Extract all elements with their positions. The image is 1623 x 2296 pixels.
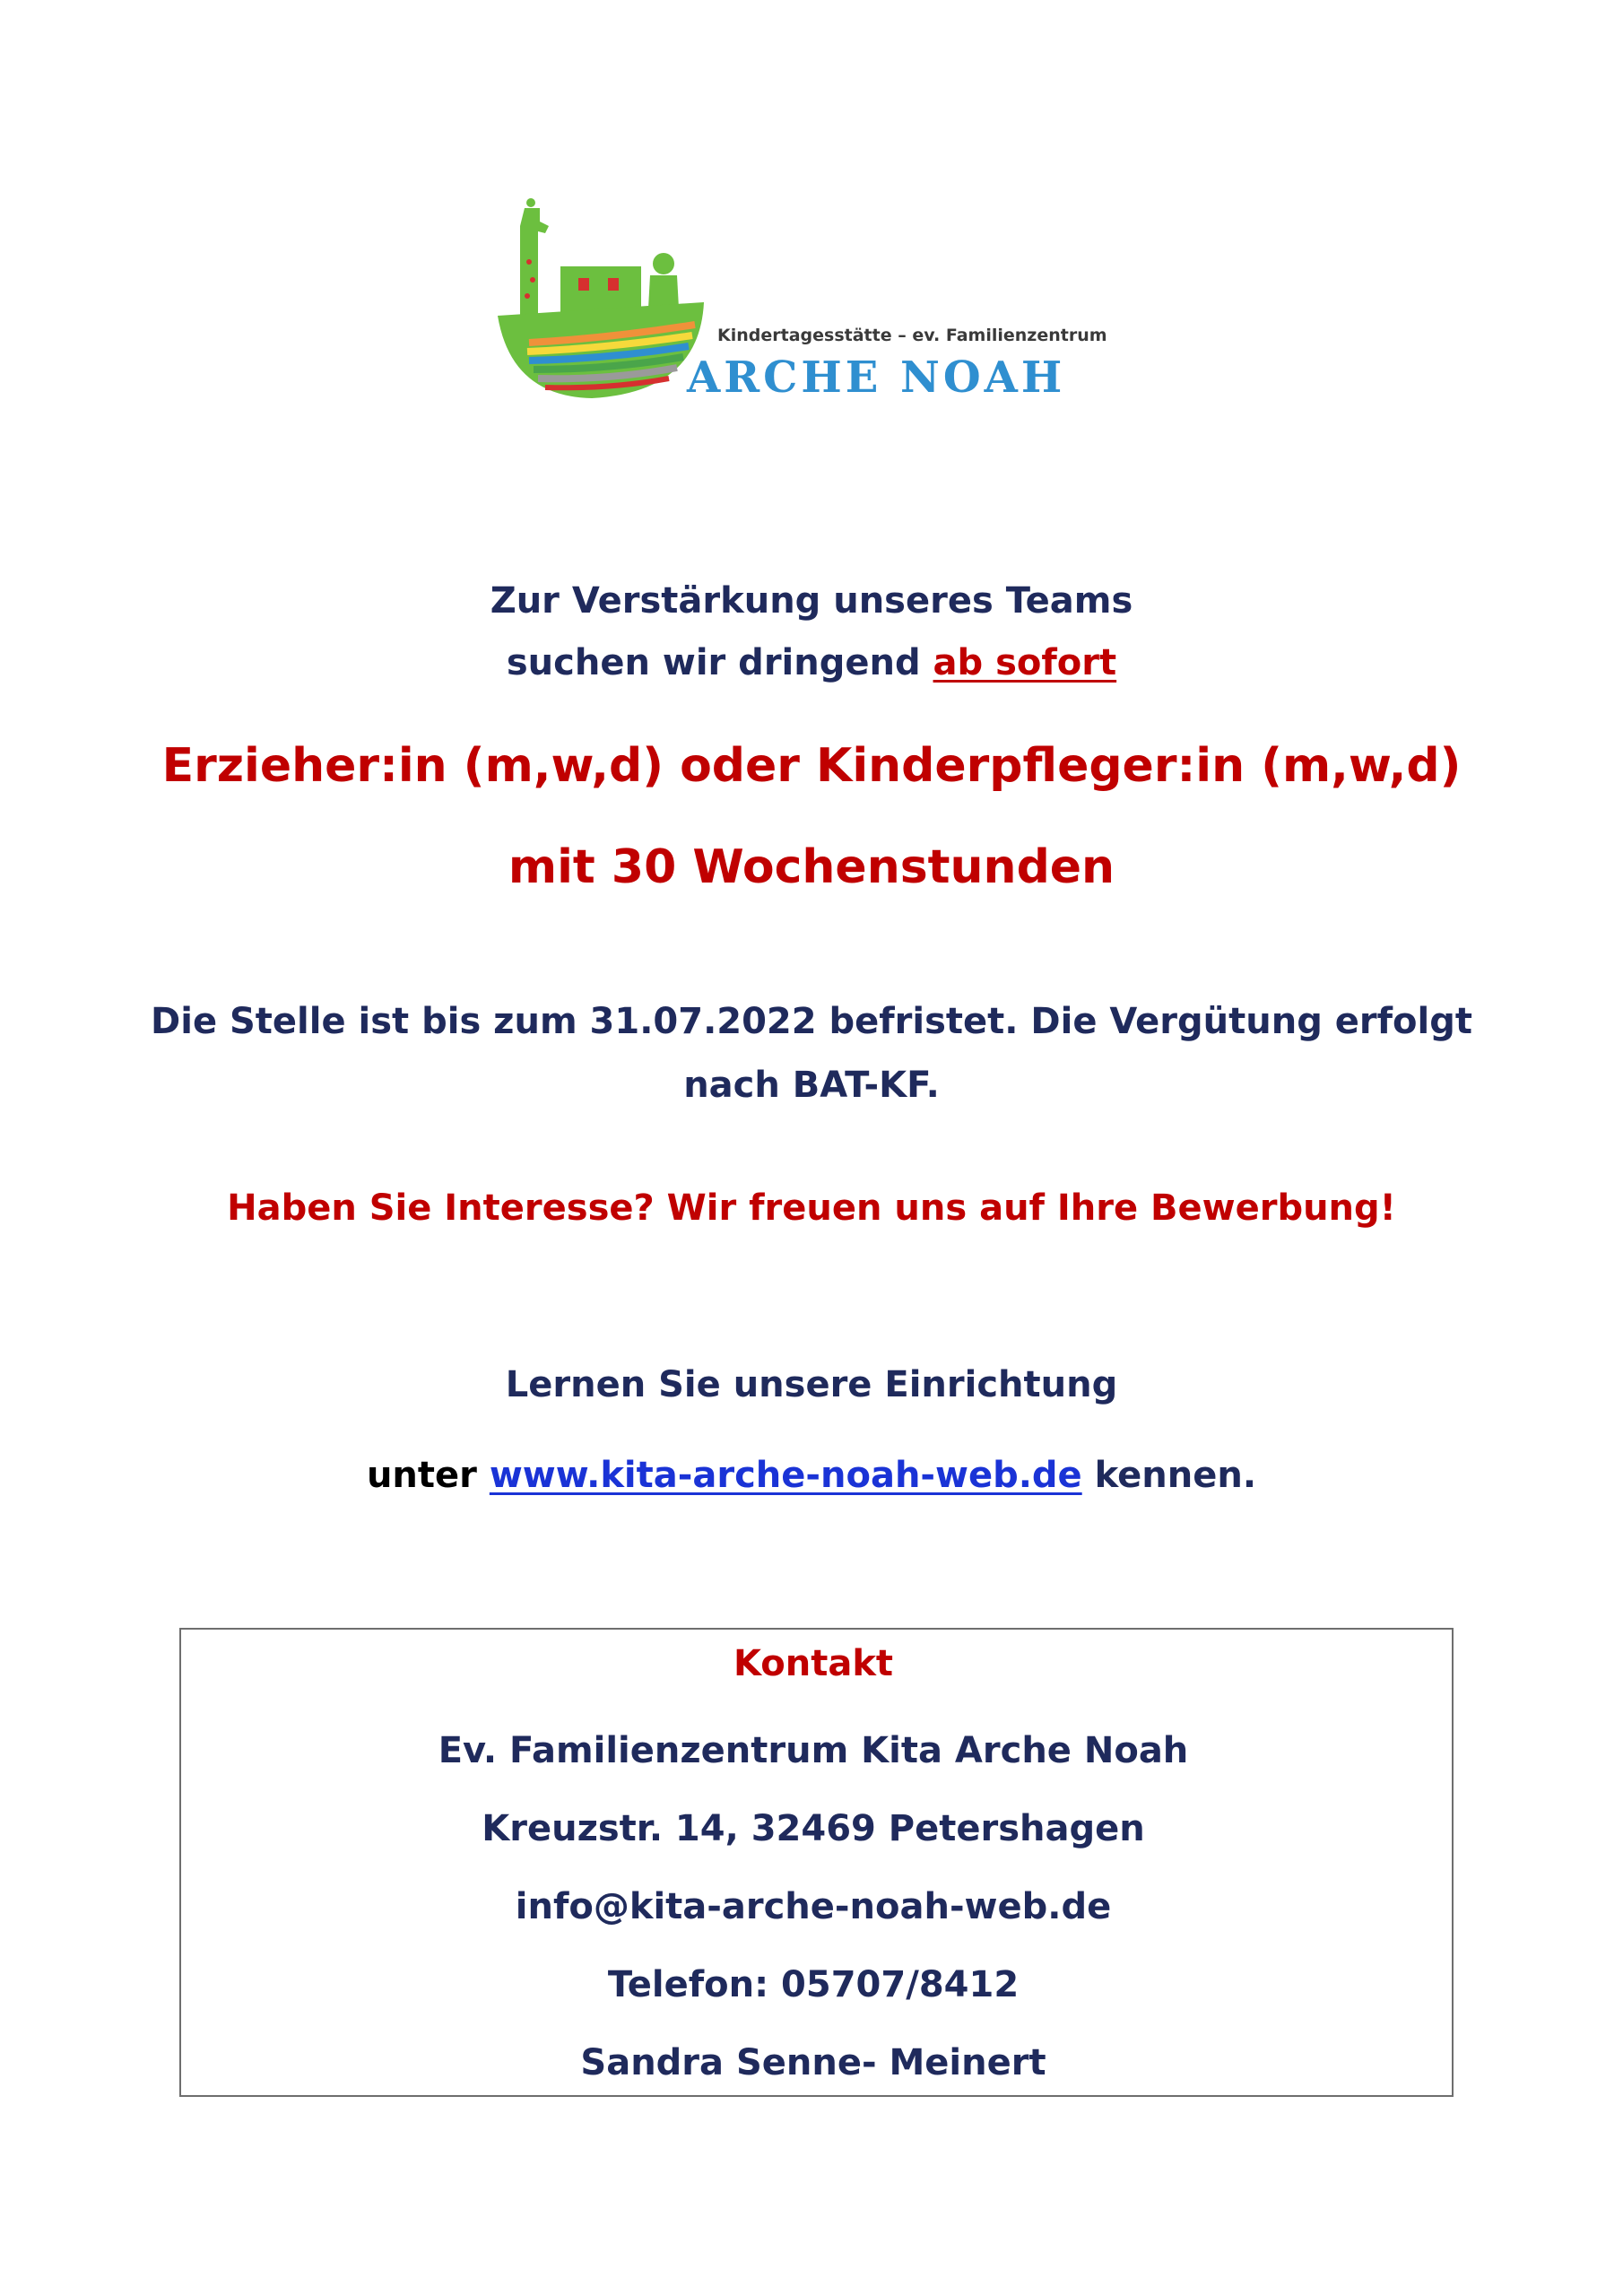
intro-line-1: Zur Verstärkung unseres Teams — [490, 580, 1133, 622]
cabin-window-icon — [608, 278, 619, 291]
hours-title: mit 30 Wochenstunden — [508, 840, 1115, 894]
website-intro: Lernen Sie unsere Einrichtung — [505, 1364, 1118, 1405]
terms-line-1: Die Stelle ist bis zum 31.07.2022 befristet. Die Vergütung erfolgt — [151, 1001, 1472, 1042]
cabin-window-icon — [578, 278, 589, 291]
contact-box — [179, 1628, 1454, 2097]
contact-person: Sandra Senne- Meinert — [580, 2042, 1046, 2083]
start-date-emphasis: ab sofort — [933, 642, 1117, 683]
website-line — [0, 1455, 1623, 1496]
logo-tagline: Kindertagesstätte – ev. Familienzentrum — [717, 326, 1107, 345]
position-title: Erzieher:in (m,w,d) oder Kinderpfleger:in (m,w,d) — [161, 739, 1462, 793]
contact-organization: Ev. Familienzentrum Kita Arche Noah — [438, 1730, 1189, 1771]
person-icon — [653, 253, 674, 274]
contact-heading: Kontakt — [733, 1643, 894, 1684]
terms-line-2: nach BAT-KF. — [683, 1065, 940, 1106]
arche-noah-logo — [493, 190, 1143, 414]
intro-line-2 — [0, 642, 1623, 683]
ark-logo-graphic — [493, 190, 1143, 414]
contact-address: Kreuzstr. 14, 32469 Petershagen — [482, 1808, 1145, 1849]
contact-email[interactable]: info@kita-arche-noah-web.de — [515, 1886, 1112, 1927]
website-link[interactable]: www.kita-arche-noah-web.de — [489, 1455, 1082, 1496]
logo-name: ARCHE NOAH — [687, 352, 1066, 403]
call-to-action: Haben Sie Interesse? Wir freuen uns auf Ihre Bewerbung! — [227, 1187, 1396, 1229]
website-prefix: unter — [366, 1455, 477, 1496]
intro-line-2-prefix: suchen wir dringend — [506, 642, 921, 683]
website-suffix: kennen. — [1094, 1455, 1257, 1496]
contact-phone: Telefon: 05707/8412 — [607, 1964, 1020, 2005]
